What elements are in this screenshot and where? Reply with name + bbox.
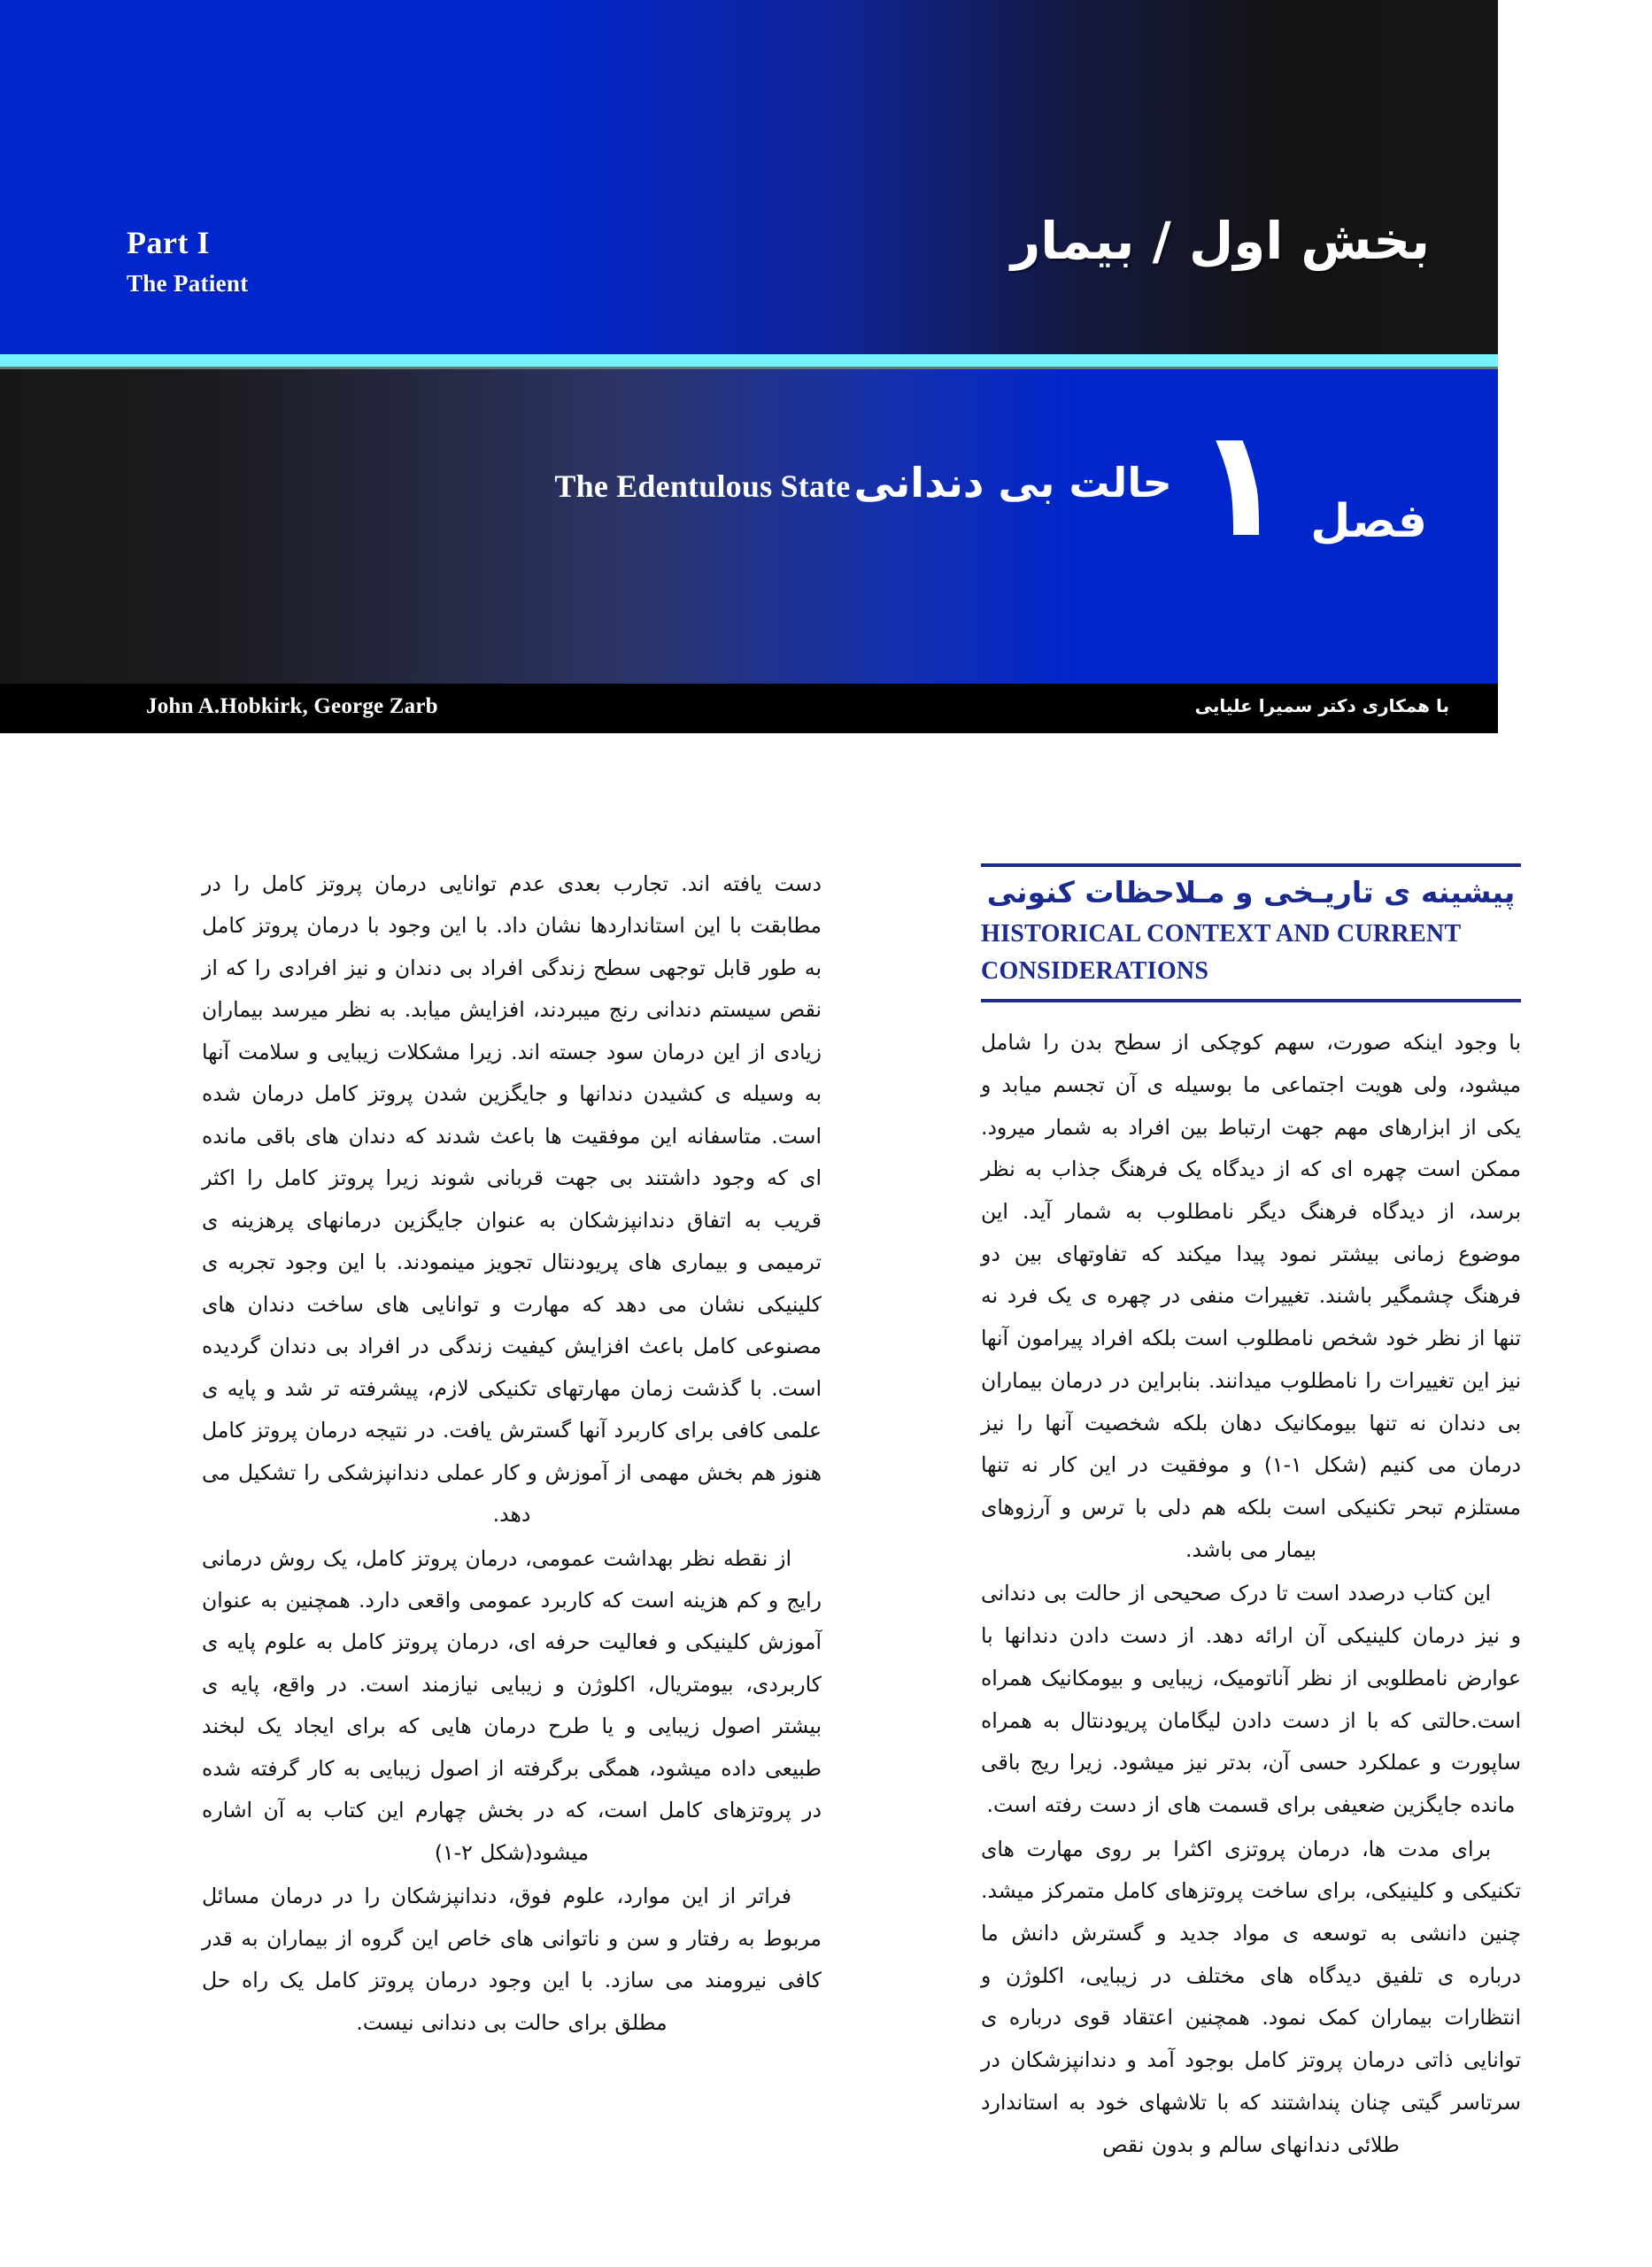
paragraph: دست یافته اند. تجارب بعدی عدم توانایی درمان پروتز کامل را در مطابقت با این استانداردها نشان داد. با این وجود با درمان پروتز کامل به طور قابل توجهی سطح زندگی افراد بی دندان و نیز افرادی را که از نقص سیستم دندانی رنج میبردند، افزایش میابد. به نظر میرسد بیماران زیادی از این درمان سود جسته اند. زیرا مشکلات زیبایی و سلامت آنها به وسیله ی کشیدن دندانها و جایگزین شدن پروتز کامل درمان شده است. متاسفانه این موفقیت ها باعث شدند که دندان های باقی مانده ای که وجود داشتند بی جهت قربانی شوند زیرا پروتز کامل را اکثر قریب به اتفاق دندانپزشکان به عنوان جایگزین درمانهای پرهزینه ی ترمیمی و بیماری های پریودنتال تجویز مینمودند. با این وجود تجربه ی کلینیکی نشان می دهد که مهارت و توانایی های ساخت دندان های مصنوعی کامل باعث افزایش کیفیت زندگی در افراد بی دندان گردیده است. با گذشت زمان مهارتهای تکنیکی لازم، پیشرفته تر شد و پایه ی علمی کافی برای کاربرد آنها گسترش یافت. در نتیجه درمان پروتز کامل هنوز هم بخش مهمی از آموزش و کار عملی دندانپزشکی را تشکیل می دهد. <box>202 871 822 1528</box>
chapter-banner <box>0 369 1498 684</box>
text-column-left <box>202 863 822 2044</box>
chapter-title-persian: حالت بی دندانی <box>853 458 1172 507</box>
chapter-titles <box>554 459 1171 510</box>
chapter-number-persian: ۱ <box>1194 397 1286 570</box>
author-names-english: John A.Hobkirk, George Zarb <box>146 694 438 718</box>
author-bar <box>0 684 1498 733</box>
page-body <box>0 863 1652 2209</box>
text-column-right <box>981 863 1521 2166</box>
section-heading-persian: پیشینه ی تاریـخی و مـلاحظات کنونی <box>986 875 1516 909</box>
paragraph: از نقطه نظر بهداشت عمومی، درمان پروتز کامل، یک روش درمانی رایج و کم هزینه است که کاربرد عمومی واقعی دارد. همچنین به عنوان آموزش کلینیکی و فعالیت حرفه ای، درمان پروتز کامل به علوم پایه ی کاربردی، بیومتریال، اکلوژن و زیبایی نیازمند است. در واقع، پایه ی بیشتر اصول زیبایی و یا طرح درمان هایی که برای ایجاد یک لبخند طبیعی داده میشود، همگی برگرفته از اصول زیبایی به کار گرفته شده در پروتزهای کامل است، که در بخش چهارم این کتاب به آن اشاره میشود(شکل ۲-۱) <box>202 1545 822 1865</box>
chapter-word-persian: فصل <box>1310 494 1427 548</box>
paragraph: فراتر از این موارد، علوم فوق، دندانپزشکان را در درمان مسائل مربوط به رفتار و سن و ناتوانی های خاص این گروه از بیماران به قدر کافی نیرومند می سازد. با این وجود درمان پروتز کامل یک راه حل مطلق برای حالت بی دندانی نیست. <box>202 1884 822 2035</box>
part-subtitle-label: The Patient <box>127 269 249 297</box>
section-heading <box>981 863 1521 1002</box>
chapter-title-group <box>554 397 1427 570</box>
chapter-title-english: The Edentulous State <box>554 468 851 504</box>
part-banner <box>0 0 1498 354</box>
part-title-persian: بخش اول / بیمار <box>1010 211 1430 271</box>
chapter-header-banner <box>0 0 1498 733</box>
paragraph: با وجود اینکه صورت، سهم کوچکی از سطح بدن را شامل میشود، ولی هویت اجتماعی ما بوسیله ی آن تجسم میابد و یکی از ابزارهای مهم جهت ارتباط بین افراد به شمار میرود. ممکن است چهره ای که از دیدگاه یک فرهنگ جذاب به نظر برسد، از دیدگاه فرهنگ دیگر نامطلوب به شمار آید. این موضوع زمانی بیشتر نمود پیدا میکند که تفاوتهای بین دو فرهنگ چشمگیر باشند. تغییرات منفی در چهره ی یک فرد نه تنها از نظر خود شخص نامطلوب است بلکه افراد پیرامون آنها نیز این تغییرات را نامطلوب میدانند. بنابراین در درمان بیماران بی دندان نه تنها بیومکانیک دهان بلکه شخصیت آنها را نیز درمان می کنیم (شکل ۱-۱) و موفقیت در این کار نه تنها مستلزم تبحر تکنیکی است بلکه هم دلی با ترس و آرزوهای بیمار می باشد. <box>981 1030 1521 1562</box>
part-number-label: Part I <box>127 225 210 260</box>
part-label-group <box>127 226 249 298</box>
section-heading-english: HISTORICAL CONTEXT AND CURRENT CONSIDERATIONS <box>981 920 1461 986</box>
cyan-divider-rule <box>0 354 1498 367</box>
paragraph: این کتاب درصدد است تا درک صحیحی از حالت بی دندانی و نیز درمان کلینیکی آن ارائه دهد. از دست دادن دندانها با عوارض نامطلوبی از نظر آناتومیک، زیبایی و بیومکانیک همراه است.حالتی که با از دست دادن لیگامان پریودنتال به همراه ساپورت و عملکرد حسی آن، بدتر نیز میشود. زیرا ریج باقی مانده جایگزین ضعیفی برای قسمت های از دست رفته است. <box>981 1581 1521 1817</box>
author-credit-persian: با همکاری دکتر سمیرا علیایی <box>1194 695 1449 716</box>
paragraph: برای مدت ها، درمان پروتزی اکثرا بر روی مهارت های تکنیکی و کلینیکی، برای ساخت پروتزهای کامل متمرکز میشد. چنین دانشی به توسعه ی مواد جدید و گسترش دانش ما درباره ی تلفیق دیدگاه های مختلف در زیبایی، اکلوژن و انتظارات بیماران کمک نمود. همچنین اعتقاد قوی درباره ی توانایی ذاتی درمان پروتز کامل بوجود آمد و دندانپزشکان در سرتاسر گیتی چنان پنداشتند که با تلاشهای خود به استاندارد طلائی دندانهای سالم و بدون نقص <box>981 1836 1521 2157</box>
